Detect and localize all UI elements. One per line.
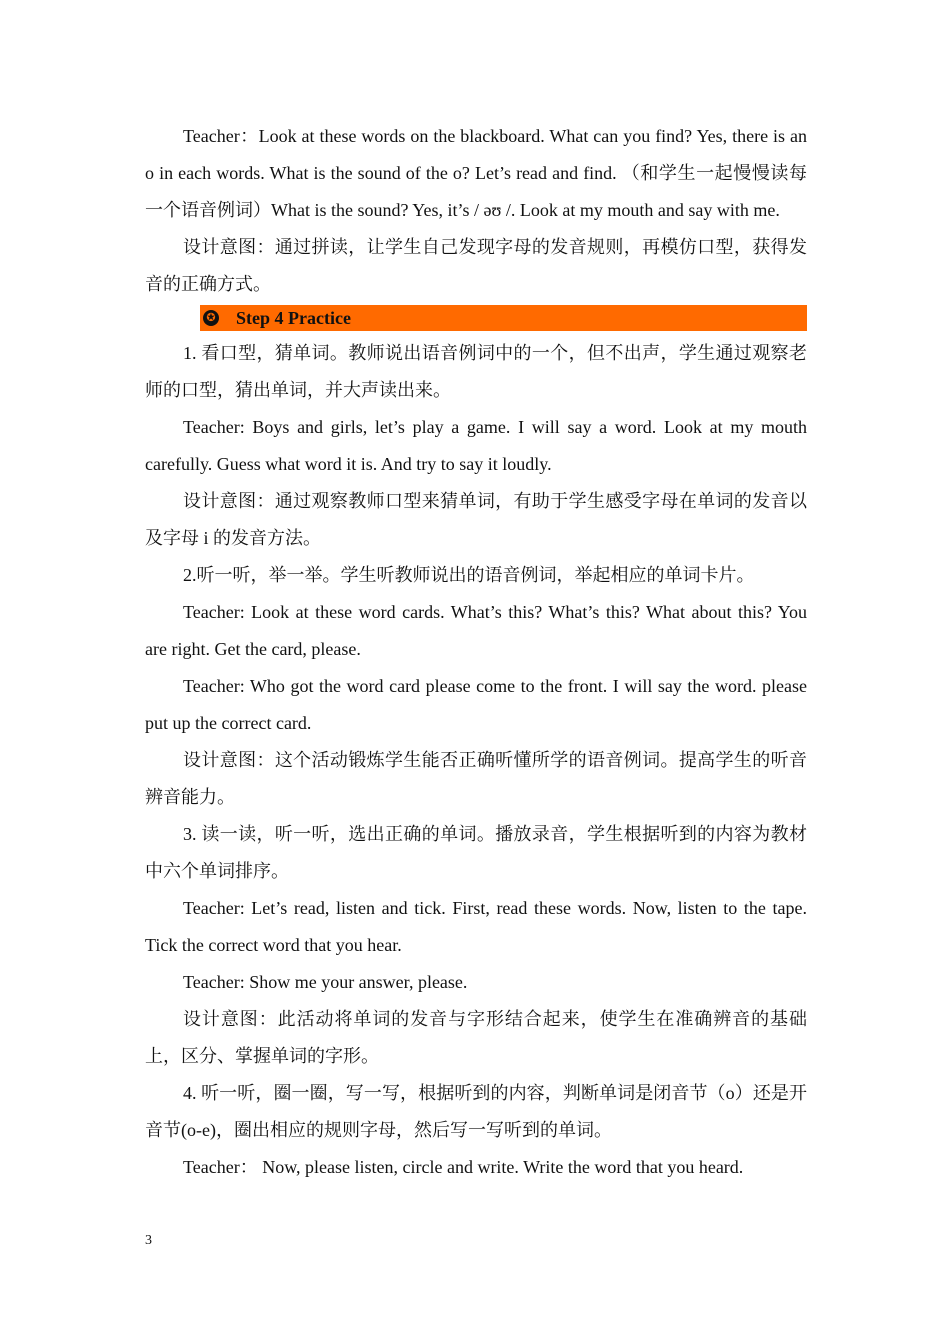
paragraph-design-intent-1: 设计意图：通过观察教师口型来猜单词，有助于学生感受字母在单词的发音以及字母 i 的发音方法。: [145, 491, 807, 548]
paragraph-teacher-game: Teacher: Boys and girls, let’s play a game. I will say a word. Look at my mouth carefully. Guess what word it is. And try to say it loudly.: [145, 417, 807, 474]
paragraph-teacher-answer: Teacher: Show me your answer, please.: [183, 972, 468, 992]
paragraph-teacher-front: Teacher: Who got the word card please come to the front. I will say the word. please put up the correct card.: [145, 676, 807, 733]
paragraph-design-intent: 设计意图：通过拼读，让学生自己发现字母的发音规则，再模仿口型，获得发音的正确方式。: [145, 237, 807, 294]
page-number: 3: [145, 1233, 152, 1248]
step-4-header: [200, 305, 807, 331]
paragraph-teacher-write: Teacher： Now, please listen, circle and write. Write the word that you heard.: [183, 1157, 744, 1177]
paragraph-teacher-cards: Teacher: Look at these word cards. What’s this? What’s this? What about this? You are right. Get the card, please.: [145, 602, 807, 659]
step-4-title: Step 4 Practice: [236, 308, 351, 328]
paragraph-design-intent-2: 设计意图：这个活动锻炼学生能否正确听懂所学的语音例词。提高学生的听音辨音能力。: [145, 750, 807, 807]
paragraph-teacher-tick: Teacher: Let’s read, listen and tick. First, read these words. Now, listen to the tape. Tick the correct word that you hear.: [145, 898, 807, 955]
paragraph-activity-2: 2.听一听，举一举。学生听教师说出的语音例词，举起相应的单词卡片。: [183, 565, 755, 585]
document-body: [145, 118, 807, 1186]
paragraph-activity-3: 3. 读一读，听一听，选出正确的单词。播放录音，学生根据听到的内容为教材中六个单词排序。: [145, 824, 807, 881]
star-circle-icon: ✪: [203, 310, 219, 326]
paragraph-activity-1: 1. 看口型，猜单词。教师说出语音例词中的一个，但不出声，学生通过观察老师的口型，猜出单词，并大声读出来。: [145, 343, 807, 400]
paragraph-teacher-intro: Teacher：Look at these words on the blackboard. What can you find? Yes, there is an o in each words. What is the sound of the o? Let’s read and find. （和学生一起慢慢读每一个语音例词）What is the sound? Yes, it’s / əʊ /. Look at my mouth and say with me.: [145, 126, 807, 220]
paragraph-activity-4: 4. 听一听，圈一圈，写一写，根据听到的内容，判断单词是闭音节（o）还是开音节(o-e)，圈出相应的规则字母，然后写一写听到的单词。: [145, 1083, 807, 1140]
paragraph-design-intent-3: 设计意图：此活动将单词的发音与字形结合起来，使学生在准确辨音的基础上，区分、掌握单词的字形。: [145, 1009, 807, 1066]
